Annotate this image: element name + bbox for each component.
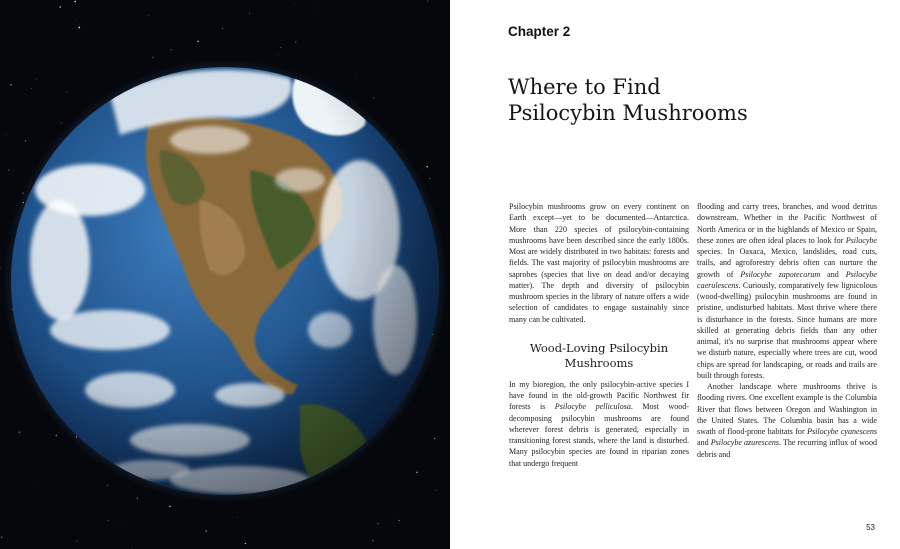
species-name: Psilocybe xyxy=(845,235,877,245)
star xyxy=(249,13,250,14)
intro-paragraph: Psilocybin mushrooms grow on every continent on Earth except—yet to be documented—Antarctica. More than 220 species of psilocybin-containing mushrooms have been described since the early 1800s. Most are widely distributed in two habitats: forests and fields. The vast majority of psilocybin mushrooms are saprobes (species that live on dead and/or decaying matter). The depth and diversity of psilocybin mushroom species in the library of nature offers a wide selection of candidates to engage sustainably since many can be cultivated. xyxy=(509,202,689,324)
star xyxy=(10,84,11,85)
chapter-title-line-2: Psilocybin Mushrooms xyxy=(508,101,748,125)
star xyxy=(222,28,223,29)
species-name: Psilocybe pelliculosa xyxy=(554,402,631,412)
star xyxy=(61,122,62,123)
star xyxy=(237,517,238,518)
body-column-right xyxy=(697,201,877,460)
star xyxy=(74,1,76,3)
body-column-left xyxy=(509,201,689,469)
chapter-title xyxy=(508,74,888,126)
star xyxy=(294,4,295,5)
star xyxy=(280,47,281,48)
star xyxy=(169,506,171,508)
star xyxy=(76,541,77,542)
star xyxy=(372,540,374,542)
species-name: Psilocybe azurescens xyxy=(710,438,780,448)
star xyxy=(108,520,109,521)
chapter-title-line-1: Where to Find xyxy=(508,75,661,99)
star xyxy=(205,530,207,532)
star xyxy=(0,267,1,268)
star xyxy=(355,75,356,76)
star xyxy=(132,548,133,549)
star xyxy=(34,483,35,484)
star xyxy=(245,543,246,544)
star xyxy=(426,166,428,168)
star xyxy=(66,91,67,92)
star xyxy=(36,79,37,80)
star xyxy=(378,523,379,524)
star xyxy=(19,431,21,433)
star xyxy=(152,57,153,58)
section-heading xyxy=(509,341,689,371)
star xyxy=(55,435,57,437)
disturbance-paragraph: flooding and carry trees, branches, and wood detritus downstream. Whether in the Pacific Northwest of North America or in the highlands of Mexico or Spain, these zones are often ideal places to look for Psilocybe species. In Oaxaca, Mexico, landslides, road cuts, trails, and agroforestry debris often can nurture the growth of Psilocybe zapotecorum and Psilocybe caerulescens. Curiously, comparatively few lignicolous (wood-dwelling) psilocybin mushrooms are found in pristine, undisturbed habitats. Most thrive where there is disturbance in the forests. Since humans are more skilled at generating debris fields than any other animal, it's no surprise that mushrooms appear where we disturb nature, especially where trees are cut, wood chips are spread for landscaping, or roads and trails are built through forests. xyxy=(697,202,877,380)
star xyxy=(59,6,61,8)
star xyxy=(295,41,296,42)
page-number: 53 xyxy=(866,523,875,532)
star xyxy=(278,54,279,55)
star xyxy=(78,27,80,29)
star xyxy=(197,41,199,43)
star xyxy=(1,537,2,538)
species-name: Psilocybe zapotecorum xyxy=(740,269,821,279)
species-name: Psilocybe caerulescens xyxy=(697,269,877,290)
star xyxy=(416,472,418,474)
star xyxy=(25,140,26,141)
section-heading-line-2: Mushrooms xyxy=(564,355,634,370)
star xyxy=(148,15,149,16)
star xyxy=(435,490,436,491)
flooding-rivers-paragraph: Another landscape where mushrooms thrive is flooding rivers. One excellent example is the Columbia River that flows between Oregon and Washington in the United States. The Columbia basin has a wide swath of flood-prone habitats for Psilocybe cyanescens and Psilocybe azurescens. The recurring influx of wood debris and xyxy=(697,382,878,459)
star xyxy=(427,1,428,2)
globe-shading xyxy=(11,67,439,495)
star xyxy=(373,97,374,98)
star xyxy=(31,88,32,89)
star xyxy=(137,498,138,499)
star xyxy=(8,169,9,170)
wood-loving-paragraph: In my bioregion, the only psilocybin-active species I have found in the old-growth Pacific Northwest fir forests is Psilocybe pelliculosa. Most wood-decomposing psilocybin mushrooms are found wherever forest debris is generated, especially in transitioning forest stands, where the land is disturbed. Many psilocybin species are found in riparian zones that undergo frequent xyxy=(509,379,689,468)
star xyxy=(434,438,436,440)
chapter-label: Chapter 2 xyxy=(508,24,571,39)
species-name: Psilocybe cyanescens xyxy=(807,427,878,436)
star xyxy=(120,525,121,526)
star xyxy=(317,8,318,9)
star xyxy=(6,134,7,135)
star xyxy=(429,178,430,179)
star xyxy=(399,520,400,521)
star xyxy=(76,20,77,21)
star xyxy=(107,485,108,486)
section-heading-line-1: Wood-Loving Psilocybin xyxy=(529,340,669,355)
star xyxy=(170,49,171,50)
text-page xyxy=(450,0,900,549)
